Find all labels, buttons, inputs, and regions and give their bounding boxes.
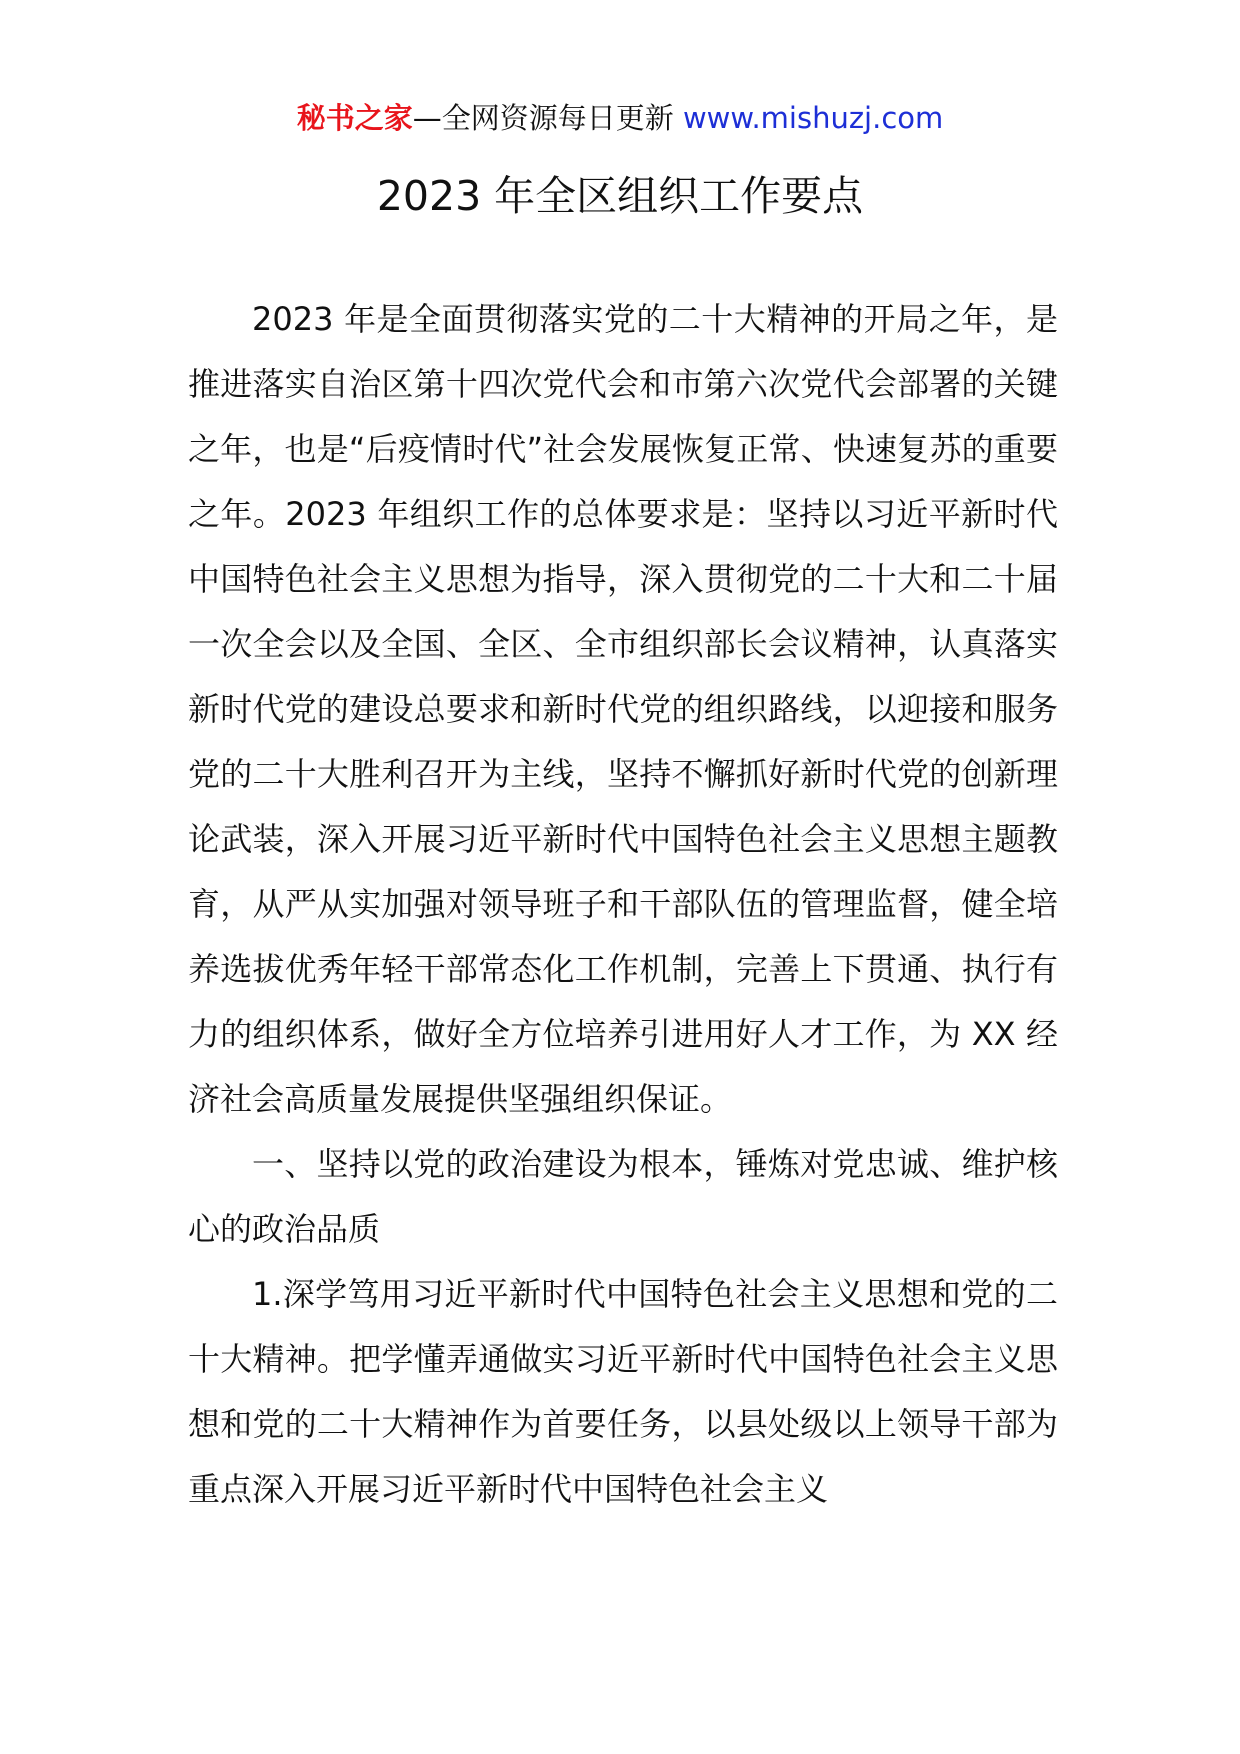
site-header (0, 98, 1240, 138)
section-heading-1: 一、坚持以党的政治建设为根本，锤炼对党忠诚、维护核心的政治品质 (188, 1145, 1058, 1248)
document-body (188, 287, 1058, 1522)
site-slogan: —全网资源每日更新 (412, 101, 683, 135)
document-title: 2023 年全区组织工作要点 (376, 172, 864, 220)
site-url[interactable]: www.mishuzj.com (682, 101, 944, 135)
intro-paragraph: 2023 年是全面贯彻落实党的二十大精神的开局之年，是推进落实自治区第十四次党代会和市第六次党代会部署的关键之年，也是“后疫情时代”社会发展恢复正常、快速复苏的重要之年。2023 年组织工作的总体要求是：坚持以习近平新时代中国特色社会主义思想为指导，深入贯彻党的二十大和二十届一次全会以及全国、全区、全市组织部长会议精神，认真落实新时代党的建设总要求和新时代党的组织路线，以迎接和服务党的二十大胜利召开为主线，坚持不懈抓好新时代党的创新理论武装，深入开展习近平新时代中国特色社会主义思想主题教育，从严从实加强对领导班子和干部队伍的管理监督，健全培养选拔优秀年轻干部常态化工作机制，完善上下贯通、执行有力的组织体系，做好全方位培养引进用好人才工作，为 XX 经济社会高质量发展提供坚强组织保证。 (188, 300, 1058, 1118)
site-brand: 秘书之家 (296, 101, 413, 135)
item-paragraph-1: 1.深学笃用习近平新时代中国特色社会主义思想和党的二十大精神。把学懂弄通做实习近平新时代中国特色社会主义思想和党的二十大精神作为首要任务，以县处级以上领导干部为重点深入开展习近平新时代中国特色社会主义 (188, 1275, 1058, 1508)
